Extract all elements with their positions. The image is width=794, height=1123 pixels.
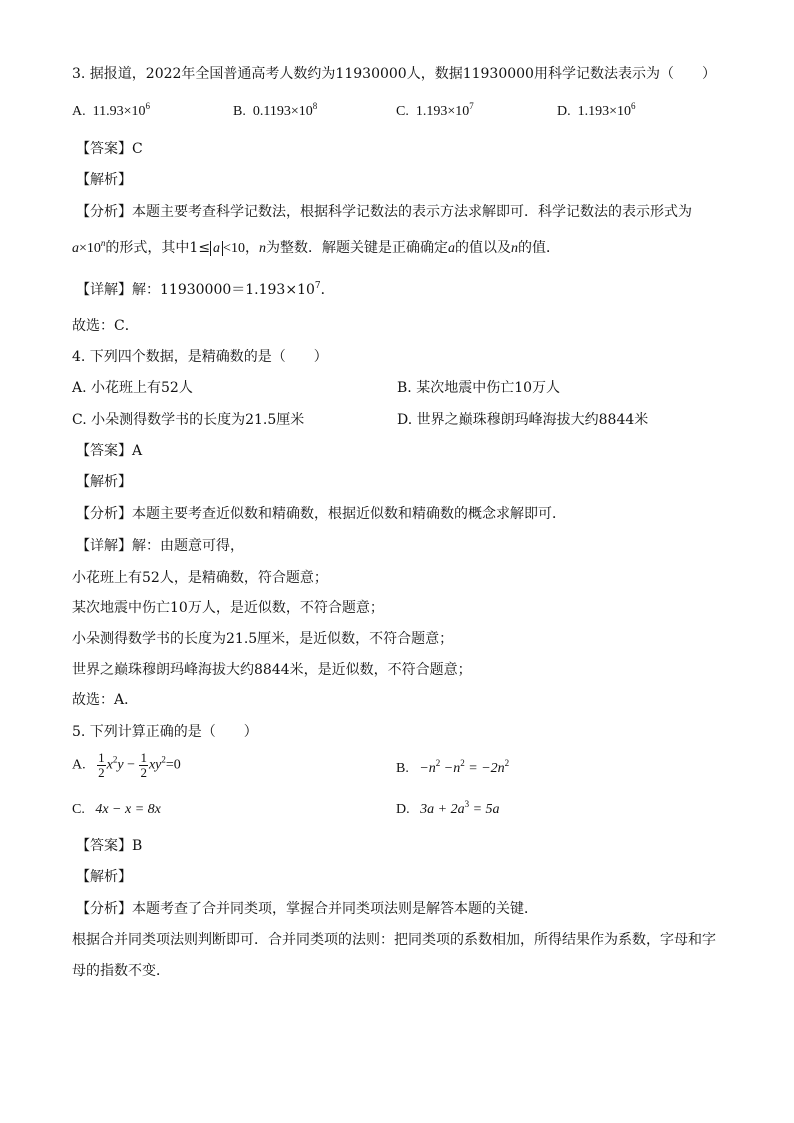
math-exponent: 2 [504,758,510,768]
q4-option-c: C. 小朵测得数学书的长度为21.5厘米 [72,412,305,428]
q3-analysis-line2 [72,238,560,259]
math-term: 3a + 2a [420,802,465,817]
q4-line4: 世界之巅珠穆朗玛峰海拔大约8844米，是近似数，不符合题意； [72,662,472,678]
q4-analysis: 【分析】本题主要考查近似数和精确数，根据近似数和精确数的概念求解即可． [76,506,566,522]
q3-option-d-label: D. [557,104,571,119]
q3-detail-exponent: 7 [314,281,321,291]
fraction [139,751,148,780]
fraction [97,751,106,780]
math-expression: 4x − x = 8x [95,802,161,817]
q4-detail: 【详解】解：由题意可得， [76,538,244,554]
q4-answer: 【答案】A [76,443,143,459]
math-n: n [510,241,518,256]
q3-option-b-exponent: 8 [312,101,318,111]
q3-answer: 【答案】C [76,141,143,157]
q5-rule-line2: 母的指数不变． [72,963,170,979]
q3-option-a-mantissa: 11.93×10 [92,104,146,119]
math-term: y [117,757,124,773]
q3-option-b [233,102,317,122]
math-term: xy [148,757,162,773]
q3-option-d-mantissa: 1.193×10 [577,104,632,119]
q4-jiexi-heading: 【解析】 [76,474,132,490]
fraction-denominator: 2 [98,765,105,780]
q4-stem: 4. 下列四个数据，是精确数的是（ ） [72,349,328,365]
q3-jiexi-heading: 【解析】 [76,172,132,188]
text-fragment: 为整数．解题关键是正确确定 [265,240,448,256]
math-term: = 5a [469,802,500,817]
math-equals: =0 [165,757,181,773]
q3-option-d [557,102,636,122]
q3-option-d-exponent: 6 [631,101,636,111]
q5-jiexi-heading: 【解析】 [76,869,132,885]
math-exponent: 2 [161,754,166,765]
q4-option-a: A. 小花班上有52人 [72,380,193,396]
q3-option-c-mantissa: 1.193×10 [415,104,470,119]
q5-option-b-label: B. [396,761,409,776]
q5-answer: 【答案】B [76,838,143,854]
q3-detail-text: 【详解】解：11930000＝1.193×10 [76,282,315,298]
q3-choose: 故选：C． [72,318,139,334]
text-fragment: 的形式，其中1≤ [105,240,211,256]
q5-option-d-label: D. [396,802,410,817]
math-a: a [447,241,455,256]
q3-option-c-label: C. [396,104,409,119]
math-term: −n [443,761,461,776]
math-term: −n [419,761,436,776]
q5-analysis: 【分析】本题考查了合并同类项，掌握合并同类项法则是解答本题的关键． [76,901,538,917]
q3-option-b-mantissa: 0.1193×10 [252,104,313,119]
q3-stem: 3. 据报道，2022年全国普通高考人数约为11930000人，数据11930000用科学记数法表示为（ ） [72,66,716,82]
q5-option-b [396,759,509,779]
math-exponent: 2 [460,758,465,768]
math-operator: − [127,757,135,773]
math-exponent: 3 [464,799,470,809]
fraction-numerator: 1 [140,750,147,765]
q4-line2: 某次地震中伤亡10万人，是近似数，不符合题意； [72,600,384,616]
q3-option-c-exponent: 7 [469,101,474,111]
q3-analysis-line1: 【分析】本题主要考查科学记数法，根据科学记数法的表示方法求解即可．科学记数法的表示形式为 [76,204,692,220]
q4-line1: 小花班上有52人，是精确数，符合题意； [72,570,328,586]
q5-option-a [72,751,181,780]
q3-option-a [72,102,150,122]
math-exponent: 2 [435,758,441,768]
math-term: x [106,757,113,773]
text-fragment: 的值． [517,240,560,256]
q3-option-c [396,102,474,122]
math-term: = −2n [468,761,505,776]
abs-a: a [210,241,223,256]
math-times-ten: ×10 [79,241,101,256]
q5-option-d [396,800,500,820]
text-fragment: 的值以及 [454,240,511,256]
q3-option-a-label: A. [72,104,86,119]
q3-option-b-label: B. [233,104,246,119]
math-exponent: 2 [112,754,118,765]
q4-option-d: D. 世界之巅珠穆朗玛峰海拔大约8844米 [397,412,649,428]
q3-option-a-exponent: 6 [145,101,151,111]
q3-detail-end: ． [320,282,335,298]
q4-line3: 小朵测得数学书的长度为21.5厘米，是近似数，不符合题意； [72,631,454,647]
math-n: n [258,241,266,256]
q5-option-c-label: C. [72,802,85,817]
fraction-denominator: 2 [140,765,147,780]
math-n-exponent: n [100,238,106,248]
math-a: a [72,241,79,256]
q5-stem: 5. 下列计算正确的是（ ） [72,724,258,740]
q5-option-a-label: A. [72,757,86,773]
q4-option-b: B. 某次地震中伤亡10万人 [397,380,561,396]
q3-detail [76,280,335,300]
q5-rule-line1: 根据合并同类项法则判断即可．合并同类项的法则：把同类项的系数相加，所得结果作为系数，字母和字 [72,932,716,948]
q4-choose: 故选：A． [72,692,139,708]
fraction-numerator: 1 [98,750,105,765]
text-fragment: <10， [223,241,259,256]
q5-option-c [72,800,161,820]
